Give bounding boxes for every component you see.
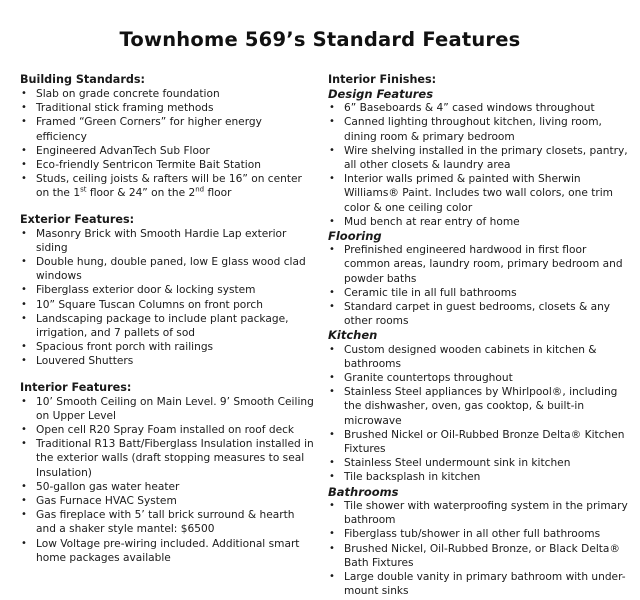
list-item: • Fiberglass tub/shower in all other full bathrooms: [328, 527, 628, 541]
studs-sup-2: nd: [195, 185, 205, 194]
list-item: • Prefinished engineered hardwood in first floor common areas, laundry room, primary bedroom and powder baths: [328, 243, 628, 286]
list-item: • Engineered AdvanTech Sub Floor: [20, 144, 316, 158]
studs-text-c: floor: [204, 187, 232, 200]
exterior-features-heading: Exterior Features:: [20, 212, 135, 226]
studs-text-a: Studs, ceiling joists & rafters will be 16” on center on the 1: [36, 173, 302, 200]
list-item: • Wire shelving installed in the primary closets, pantry, all other closets & laundry area: [328, 144, 628, 172]
left-column: [20, 73, 316, 565]
studs-text-b: floor & 24” on the 2: [86, 187, 196, 200]
list-item: • Brushed Nickel, Oil-Rubbed Bronze, or Black Delta® Bath Fixtures: [328, 542, 628, 570]
kitchen-list: [328, 343, 628, 485]
flooring-list: [328, 243, 628, 328]
list-item: • Gas fireplace with 5’ tall brick surround & hearth and a shaker style mantel: $6500: [20, 508, 316, 536]
list-item: • Mud bench at rear entry of home: [328, 215, 628, 229]
list-item: • 50-gallon gas water heater: [20, 480, 316, 494]
bathrooms-list: [328, 499, 628, 598]
list-item-studs: [20, 172, 316, 200]
flooring-heading: Flooring: [328, 229, 382, 244]
list-item: • Masonry Brick with Smooth Hardie Lap exterior siding: [20, 227, 316, 255]
list-item: • Low Voltage pre-wiring included. Additional smart home packages available: [20, 537, 316, 565]
list-item: • Open cell R20 Spray Foam installed on roof deck: [20, 423, 316, 437]
list-item: • Tile backsplash in kitchen: [328, 470, 628, 484]
kitchen-heading: Kitchen: [328, 328, 378, 343]
list-item: • Stainless Steel appliances by Whirlpool®, including the dishwasher, oven, gas cooktop, & built-in microwave: [328, 385, 628, 428]
interior-finishes-heading: Interior Finishes:: [328, 73, 437, 86]
list-item: • 6” Baseboards & 4” cased windows throughout: [328, 101, 628, 115]
list-item: • Brushed Nickel or Oil-Rubbed Bronze Delta® Kitchen Fixtures: [328, 428, 628, 456]
interior-features-list: [20, 395, 316, 565]
building-standards-list: [20, 87, 316, 201]
list-item: • Double hung, double paned, low E glass wood clad windows: [20, 255, 316, 283]
page-title: Townhome 569’s Standard Features: [119, 28, 521, 51]
design-features-heading: Design Features: [328, 87, 434, 101]
list-item: • 10’ Smooth Ceiling on Main Level. 9’ Smooth Ceiling on Upper Level: [20, 395, 316, 423]
list-item: • 10” Square Tuscan Columns on front porch: [20, 298, 316, 312]
studs-sup-1: st: [80, 185, 87, 194]
list-item: • Louvered Shutters: [20, 354, 316, 368]
list-item: • Eco-friendly Sentricon Termite Bait Station: [20, 158, 316, 172]
interior-features-heading: Interior Features:: [20, 380, 132, 394]
list-item: • Landscaping package to include plant package, irrigation, and 7 pallets of sod: [20, 312, 316, 340]
list-item: • Canned lighting throughout kitchen, living room, dining room & primary bedroom: [328, 115, 628, 143]
list-item: • Ceramic tile in all full bathrooms: [328, 286, 628, 300]
list-item: • Gas Furnace HVAC System: [20, 494, 316, 508]
exterior-features-list: [20, 227, 316, 369]
list-item: • Large double vanity in primary bathroom with under-mount sinks: [328, 570, 628, 598]
list-item: • Standard carpet in guest bedrooms, closets & any other rooms: [328, 300, 628, 328]
design-features-list: [328, 101, 628, 229]
list-item: • Framed “Green Corners” for higher energy efficiency: [20, 115, 316, 143]
list-item: • Spacious front porch with railings: [20, 340, 316, 354]
list-item: • Granite countertops throughout: [328, 371, 628, 385]
building-standards-heading: Building Standards:: [20, 73, 146, 86]
list-item: • Custom designed wooden cabinets in kitchen & bathrooms: [328, 343, 628, 371]
list-item: • Interior walls primed & painted with Sherwin Williams® Paint. Includes two wall colors, one trim color & one ceiling color: [328, 172, 628, 215]
bathrooms-heading: Bathrooms: [328, 484, 399, 499]
list-item: • Traditional stick framing methods: [20, 101, 316, 115]
list-item: • Tile shower with waterproofing system in the primary bathroom: [328, 499, 628, 527]
right-column: [328, 73, 628, 598]
list-item: • Fiberglass exterior door & locking system: [20, 283, 316, 297]
list-item: • Slab on grade concrete foundation: [20, 87, 316, 101]
list-item: • Stainless Steel undermount sink in kitchen: [328, 456, 628, 470]
list-item: • Traditional R13 Batt/Fiberglass Insulation installed in the exterior walls (draft stopping measures to seal Insulation): [20, 437, 316, 480]
